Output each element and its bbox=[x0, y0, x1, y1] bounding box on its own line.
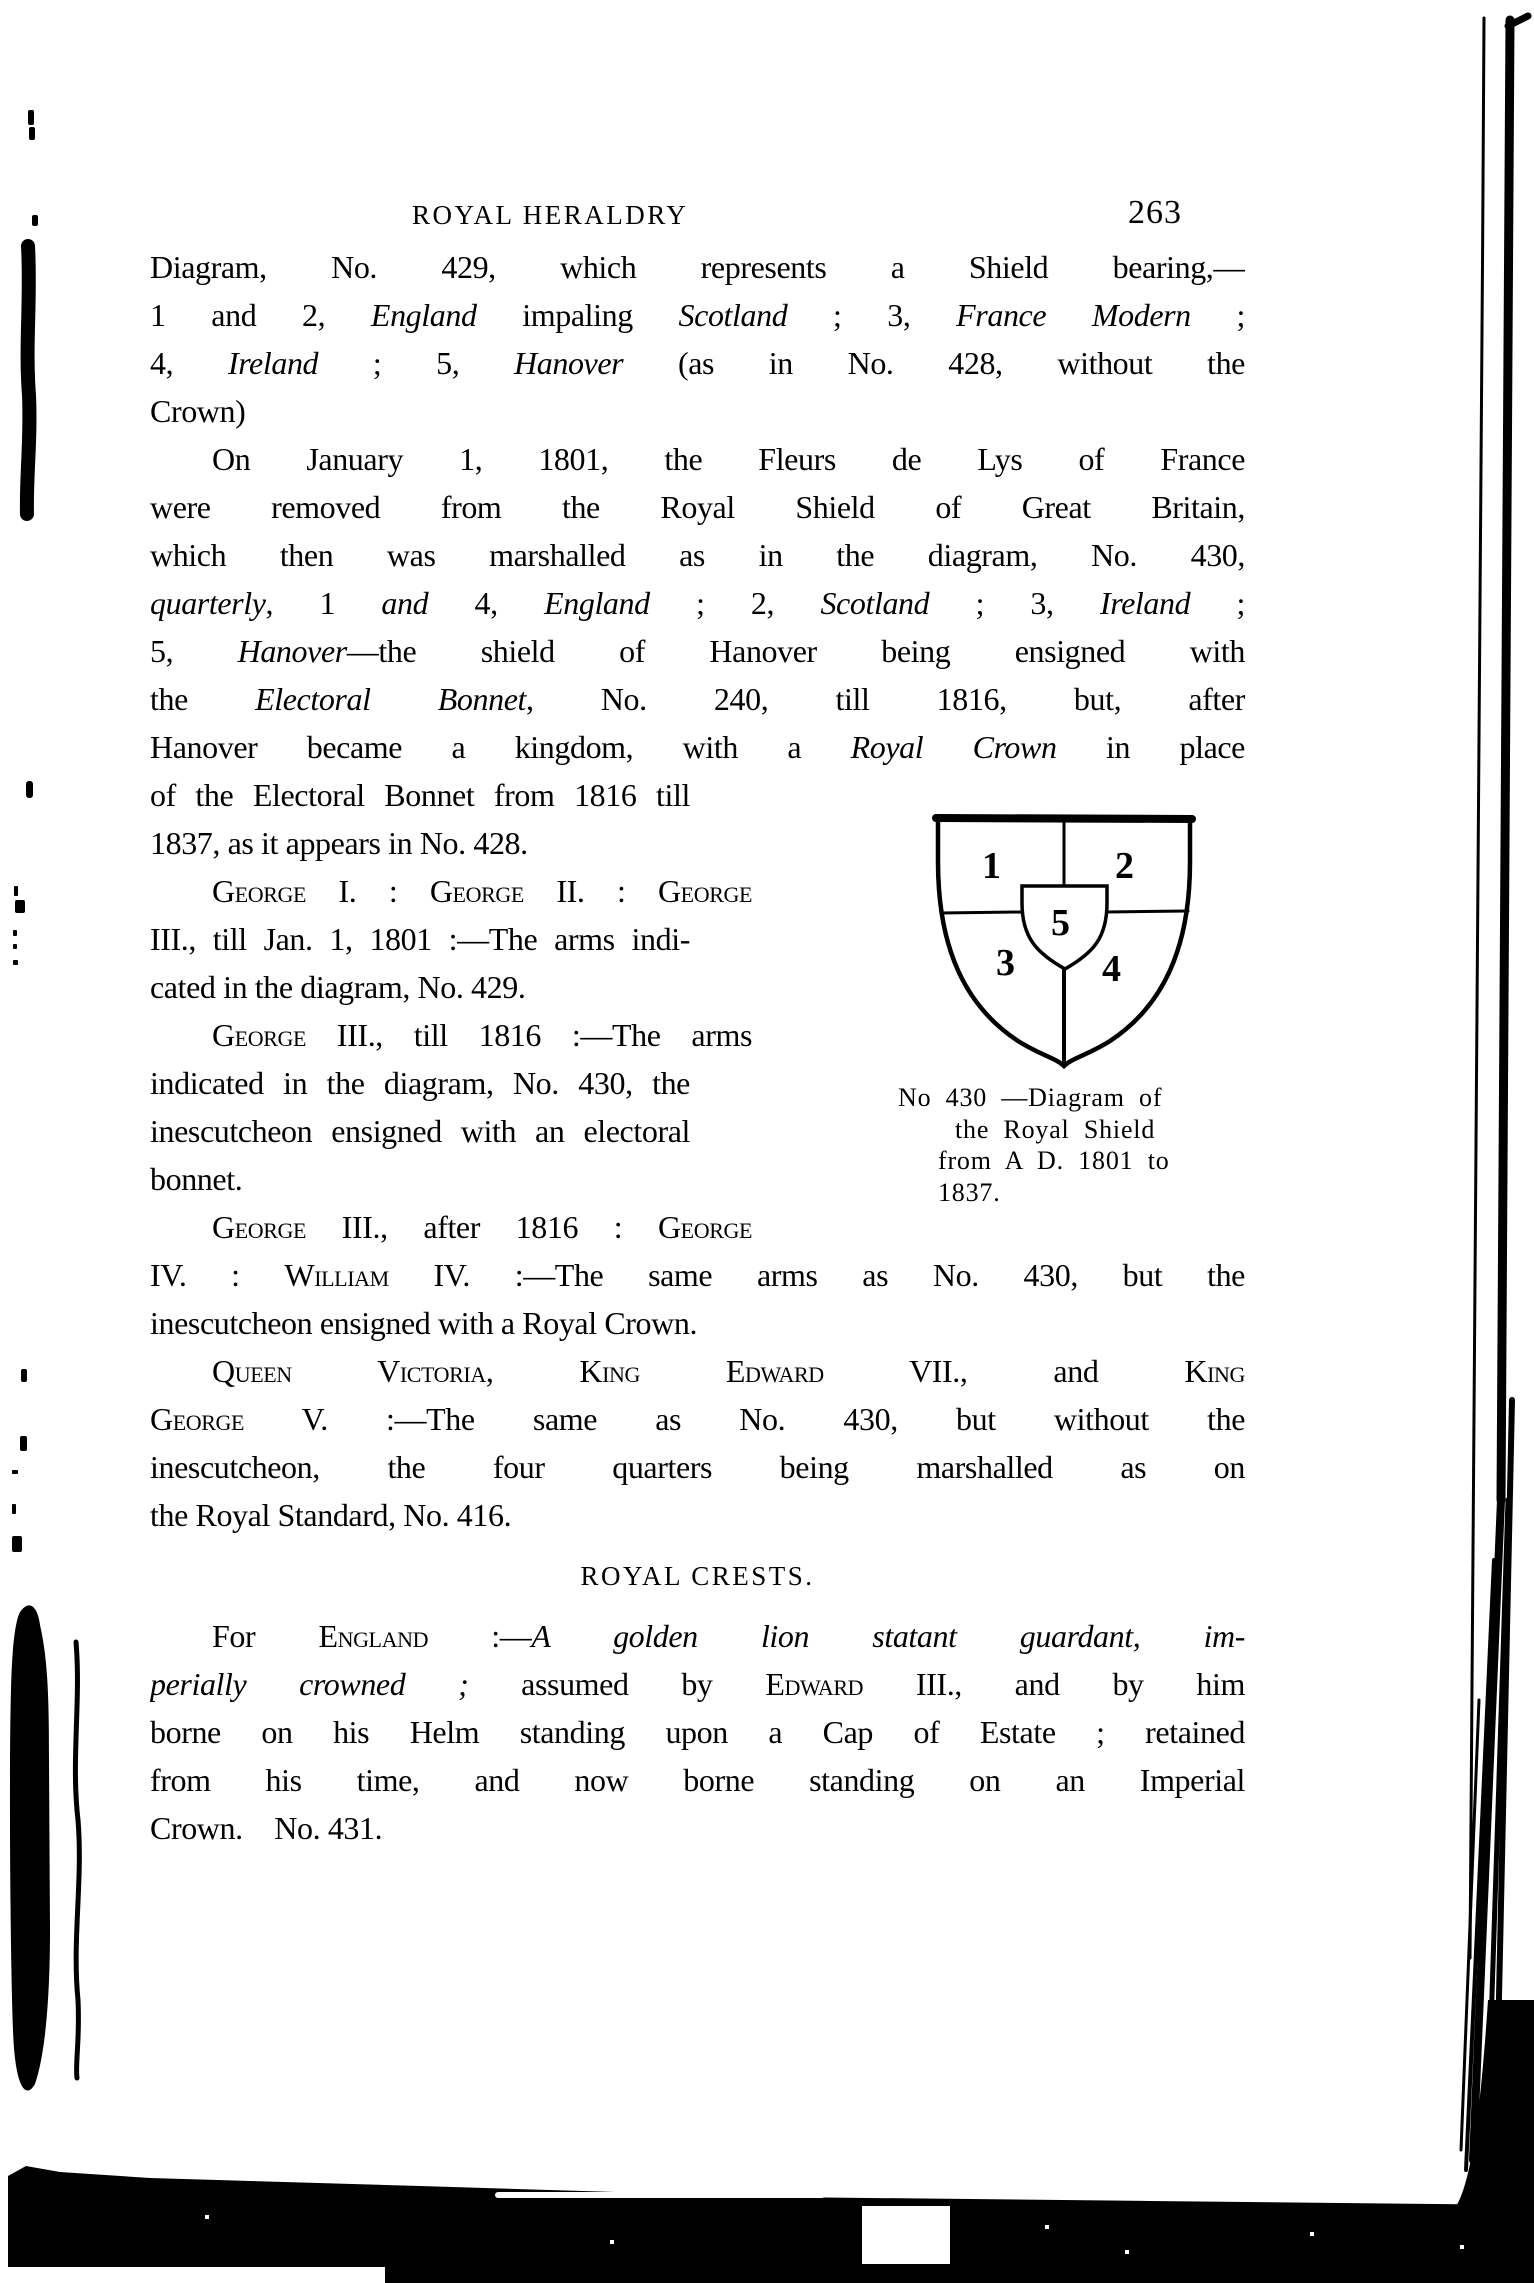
right-edge-lines bbox=[1461, 16, 1528, 2180]
left-bottom-ink-blob bbox=[10, 1605, 50, 2090]
figure-caption-line: No 430 —Diagram of bbox=[898, 1083, 1163, 1112]
italic-text-run: Hanover bbox=[514, 345, 624, 381]
text-run: Crown) bbox=[150, 393, 246, 429]
text-line bbox=[150, 1756, 1245, 1804]
text-line bbox=[150, 387, 1245, 435]
bottom-band-white-gaps bbox=[205, 2192, 1464, 2264]
left-margin-ink-bar bbox=[27, 246, 30, 514]
bottom-scan-band bbox=[8, 2166, 1534, 2283]
smallcaps-name-run: George bbox=[212, 1209, 307, 1245]
quarter-2-label: 2 bbox=[1115, 845, 1134, 887]
smallcaps-name-run: England bbox=[318, 1618, 429, 1654]
text-run: ; bbox=[1190, 585, 1245, 621]
smallcaps-name-run: George bbox=[150, 1401, 245, 1437]
figure-caption bbox=[893, 1082, 1223, 1208]
text-run: (as in No. 428, without the bbox=[623, 345, 1245, 381]
smallcaps-name-run: George bbox=[657, 1209, 752, 1245]
text-line bbox=[150, 435, 1245, 483]
text-run: 4, bbox=[428, 585, 545, 621]
text-run: III., till Jan. 1, 1801 :—The arms indi- bbox=[150, 921, 690, 957]
text-run: VII., and bbox=[823, 1353, 1185, 1389]
text-run: ; 3, bbox=[929, 585, 1100, 621]
text-line bbox=[150, 1804, 1245, 1852]
text-run: , 1 bbox=[265, 585, 382, 621]
text-line bbox=[150, 531, 1245, 579]
text-run: III., and by him bbox=[863, 1666, 1245, 1702]
text-run: of the Electoral Bonnet from 1816 till bbox=[150, 777, 690, 813]
text-run: —the shield of Hanover being ensigned with bbox=[346, 633, 1245, 669]
left-squiggle-line bbox=[75, 1642, 79, 2078]
text-line bbox=[150, 723, 1245, 771]
italic-text-run: France Modern bbox=[956, 297, 1191, 333]
italic-text-run: Hanover bbox=[237, 633, 347, 669]
text-line bbox=[150, 771, 690, 819]
figure-caption-line: 1837. bbox=[938, 1177, 1001, 1207]
text-line bbox=[150, 1155, 690, 1203]
italic-text-run: England bbox=[544, 585, 650, 621]
text-line bbox=[150, 1612, 1245, 1660]
text-line bbox=[150, 1251, 1245, 1299]
text-line bbox=[150, 1660, 1245, 1708]
text-line bbox=[150, 1107, 690, 1155]
smallcaps-name-run: George bbox=[212, 873, 307, 909]
text-line bbox=[150, 963, 690, 1011]
text-run: impaling bbox=[476, 297, 679, 333]
smallcaps-name-run: George bbox=[657, 873, 752, 909]
text-line bbox=[150, 243, 1245, 291]
text-line bbox=[150, 1708, 1245, 1756]
smallcaps-name-run: Queen Victoria bbox=[212, 1353, 486, 1389]
text-run: IV. :—The same arms as No. 430, but the bbox=[388, 1257, 1245, 1293]
italic-text-run: and bbox=[381, 585, 429, 621]
quarter-4-label: 4 bbox=[1102, 948, 1121, 990]
text-line bbox=[150, 1059, 690, 1107]
italic-text-run: England bbox=[370, 297, 477, 333]
text-line bbox=[150, 627, 1245, 675]
text-run: :— bbox=[428, 1618, 532, 1654]
smallcaps-name-run: George bbox=[212, 1017, 307, 1053]
text-line bbox=[150, 1011, 752, 1059]
text-run: , No. 240, till 1816, but, after bbox=[526, 681, 1245, 717]
italic-text-run: quarterly bbox=[150, 585, 266, 621]
text-run: borne on his Helm standing upon a Cap of Estate ; retained bbox=[150, 1714, 1245, 1750]
text-run: the bbox=[150, 681, 256, 717]
text-run: 1 and 2, bbox=[150, 297, 371, 333]
text-run: Diagram, No. 429, which represents a Shield bearing,— bbox=[150, 249, 1245, 285]
text-run: 1837, as it appears in No. 428. bbox=[150, 825, 528, 861]
quarter-1-label: 1 bbox=[982, 845, 1001, 887]
body-text-column bbox=[150, 243, 1245, 1852]
italic-text-run: A golden lion statant guardant, im- bbox=[531, 1618, 1245, 1654]
text-run: 5, bbox=[150, 633, 238, 669]
text-run: For bbox=[212, 1618, 319, 1654]
text-run: the Royal Standard, No. 416. bbox=[150, 1497, 512, 1533]
italic-text-run: Ireland bbox=[1099, 585, 1191, 621]
text-run: from his time, and now borne standing on an Imperial bbox=[150, 1762, 1245, 1798]
text-run: assumed by bbox=[468, 1666, 766, 1702]
text-run: ; 2, bbox=[649, 585, 821, 621]
smallcaps-name-run: King Edward bbox=[579, 1353, 824, 1389]
figure-caption-line: from A D. 1801 to bbox=[938, 1146, 1170, 1175]
text-line bbox=[150, 1443, 1245, 1491]
text-run: indicated in the diagram, No. 430, the bbox=[150, 1065, 690, 1101]
text-run: , bbox=[485, 1353, 580, 1389]
section-heading bbox=[150, 1552, 1245, 1600]
text-line bbox=[150, 579, 1245, 627]
figure-caption-line: the Royal Shield bbox=[955, 1114, 1156, 1144]
italic-text-run: Scotland bbox=[820, 585, 930, 621]
quarter-3-label: 3 bbox=[996, 942, 1015, 984]
text-run: inescutcheon, the four quarters being marshalled as on bbox=[150, 1449, 1245, 1485]
text-run: ROYAL CRESTS. bbox=[580, 1561, 815, 1591]
text-run: ; bbox=[1190, 297, 1245, 333]
text-run: V. :—The same as No. 430, but without the bbox=[244, 1401, 1245, 1437]
text-line bbox=[150, 915, 690, 963]
text-line bbox=[150, 1203, 752, 1251]
italic-text-run: perially crowned ; bbox=[150, 1666, 469, 1702]
text-run: IV. : bbox=[150, 1257, 285, 1293]
page-number: 263 bbox=[1128, 194, 1182, 231]
text-run: ; 3, bbox=[787, 297, 957, 333]
text-line bbox=[150, 675, 1245, 723]
text-run: On January 1, 1801, the Fleurs de Lys of France bbox=[212, 441, 1245, 477]
italic-text-run: Royal Crown bbox=[850, 729, 1057, 765]
text-line bbox=[150, 339, 1245, 387]
bottom-right-corner-block bbox=[1452, 2000, 1534, 2283]
text-line bbox=[150, 1299, 1245, 1347]
text-line bbox=[150, 1395, 1245, 1443]
smallcaps-name-run: King bbox=[1184, 1353, 1245, 1389]
smallcaps-name-run: William bbox=[284, 1257, 389, 1293]
text-run: III., after 1816 : bbox=[306, 1209, 658, 1245]
text-run: III., till 1816 :—The arms bbox=[306, 1017, 752, 1053]
italic-text-run: Electoral Bonnet bbox=[255, 681, 527, 717]
text-run: were removed from the Royal Shield of Great Britain, bbox=[150, 489, 1245, 525]
text-line bbox=[150, 483, 1245, 531]
page-header-title: ROYAL HERALDRY bbox=[412, 200, 689, 230]
text-run: which then was marshalled as in the diagram, No. 430, bbox=[150, 537, 1245, 573]
text-line bbox=[150, 867, 752, 915]
text-run: ; 5, bbox=[318, 345, 515, 381]
text-line bbox=[150, 819, 690, 867]
margin-specks bbox=[12, 110, 38, 1552]
text-run: cated in the diagram, No. 429. bbox=[150, 969, 526, 1005]
smallcaps-name-run: George bbox=[429, 873, 524, 909]
text-run: inescutcheon ensigned with an electoral bbox=[150, 1113, 690, 1149]
smallcaps-name-run: Edward bbox=[765, 1666, 864, 1702]
text-line bbox=[150, 1491, 1245, 1539]
text-run: II. : bbox=[523, 873, 658, 909]
text-run: I. : bbox=[306, 873, 430, 909]
text-line bbox=[150, 1347, 1245, 1395]
italic-text-run: Scotland bbox=[678, 297, 788, 333]
text-run: Hanover became a kingdom, with a bbox=[150, 729, 851, 765]
text-run: Crown. No. 431. bbox=[150, 1810, 383, 1846]
text-run: 4, bbox=[150, 345, 228, 381]
quarter-5-label: 5 bbox=[1051, 902, 1070, 944]
text-run: bonnet. bbox=[150, 1161, 243, 1197]
text-run: inescutcheon ensigned with a Royal Crown. bbox=[150, 1305, 698, 1341]
italic-text-run: Ireland bbox=[227, 345, 319, 381]
text-line bbox=[150, 291, 1245, 339]
text-run: in place bbox=[1056, 729, 1245, 765]
